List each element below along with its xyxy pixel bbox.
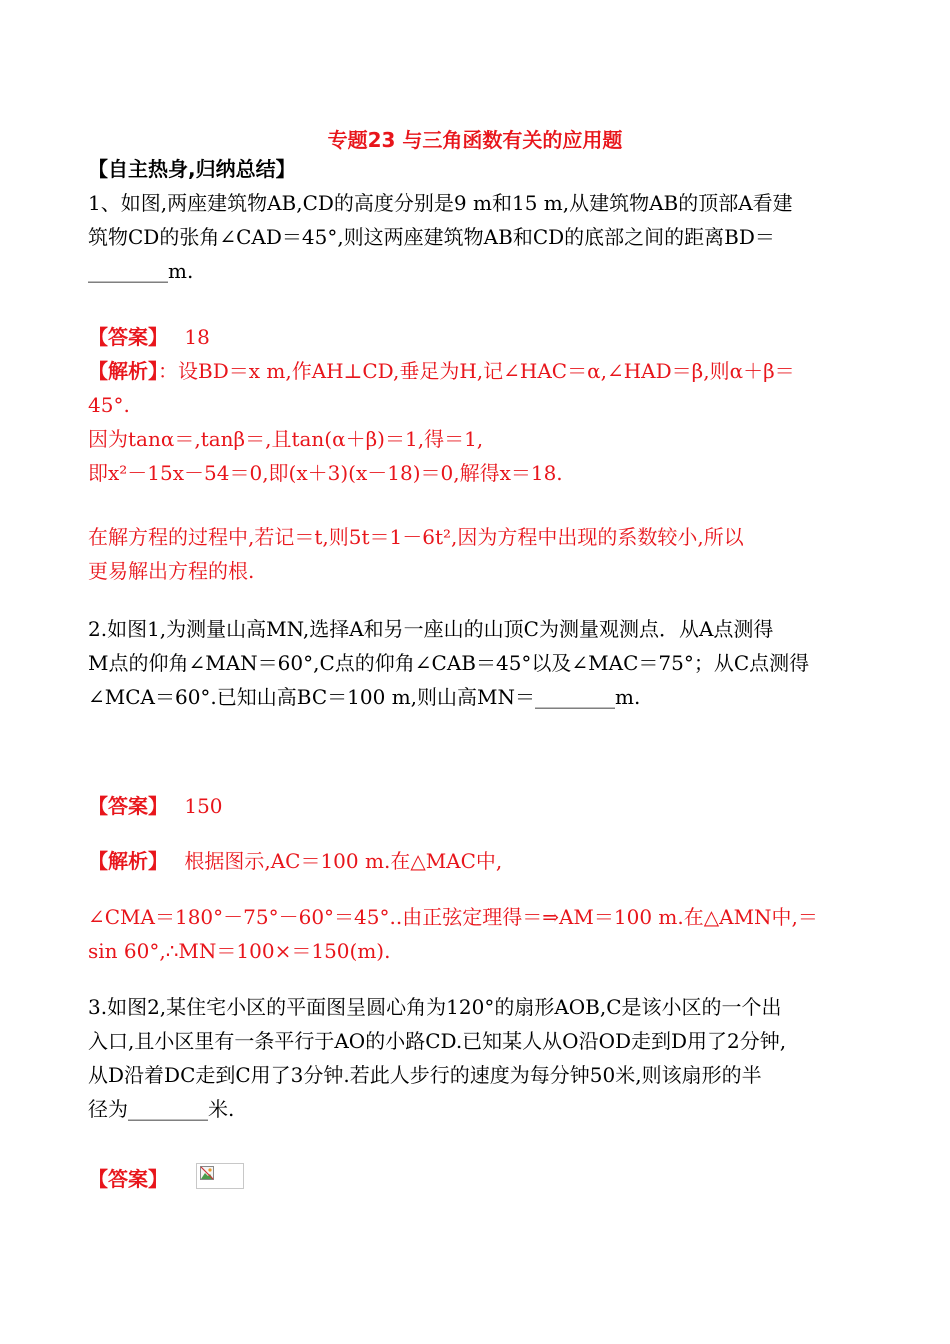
page-title: 专题23 与三角函数有关的应用题 (327, 128, 623, 152)
q1-line-2: 筑物CD的张角∠CAD＝45°,则这两座建筑物AB和CD的底部之间的距离BD＝ (88, 225, 775, 249)
q1-line-1: 1、如图,两座建筑物AB,CD的高度分别是9 m和15 m,从建筑物AB的顶部A看建 (88, 191, 793, 215)
section-heading: 【自主热身,归纳总结】 (88, 157, 296, 181)
q1-analysis-line-1 (88, 358, 795, 384)
q2-line-1: 2.如图1,为测量山高MN,选择A和另一座山的山顶C为测量观测点．从A点测得 (88, 617, 774, 641)
q2-answer-label: 【答案】 (88, 794, 168, 818)
q1-analysis-line-2: 45°. (88, 393, 130, 417)
q2-answer (88, 793, 223, 819)
q1-analysis-label: 【解析】 (88, 359, 158, 383)
q1-analysis-line-3: 因为tanα＝,tanβ＝,且tan(α＋β)＝1,得＝1, (88, 427, 484, 451)
q1-line-3: ________m. (88, 259, 194, 283)
image-placeholder-icon (200, 1166, 214, 1180)
q1-answer-label: 【答案】 (88, 325, 168, 349)
q1-answer-value: 18 (184, 325, 210, 349)
q3-line-1: 3.如图2,某住宅小区的平面图呈圆心角为120°的扇形AOB,C是该小区的一个出 (88, 995, 782, 1019)
q1-analysis-line-4: 即x²－15x－54＝0,即(x＋3)(x－18)＝0,解得x＝18. (88, 461, 563, 485)
q2-analysis-line-2: ∠CMA＝180°－75°－60°＝45°..由正弦定理得＝⇒AM＝100 m.在△AMN中,＝ (88, 905, 818, 929)
q3-line-4: 径为________米. (88, 1097, 235, 1121)
q3-line-2: 入口,且小区里有一条平行于AO的小路CD.已知某人从O沿OD走到D用了2分钟, (88, 1029, 787, 1053)
q1-analysis-text-1: ：设BD＝x m,作AH⊥CD,垂足为H,记∠HAC＝α,∠HAD＝β,则α＋β＝ (158, 359, 795, 383)
q2-analysis-line-3: sin 60°,∴MN＝100×＝150(m). (88, 939, 391, 963)
q2-analysis-text-1: 根据图示,AC＝100 m.在△MAC中, (184, 849, 503, 873)
q3-answer-label: 【答案】 (88, 1167, 168, 1191)
q2-answer-value: 150 (184, 794, 223, 818)
q2-line-3: ∠MCA＝60°.已知山高BC＝100 m,则山高MN＝________m. (88, 685, 641, 709)
broken-image-icon (196, 1163, 244, 1189)
q2-analysis-label: 【解析】 (88, 849, 168, 873)
q3-line-3: 从D沿着DC走到C用了3分钟.若此人步行的速度为每分钟50米,则该扇形的半 (88, 1063, 762, 1087)
q2-line-2: M点的仰角∠MAN＝60°,C点的仰角∠CAB＝45°以及∠MAC＝75°；从C点测得 (88, 651, 810, 675)
q1-analysis-line-5: 在解方程的过程中,若记＝t,则5t＝1－6t²,因为方程中出现的系数较小,所以 (88, 525, 744, 549)
q3-answer (88, 1166, 168, 1192)
q2-analysis-line-1 (88, 848, 502, 874)
q1-answer (88, 324, 210, 350)
q1-analysis-line-6: 更易解出方程的根. (88, 559, 255, 583)
